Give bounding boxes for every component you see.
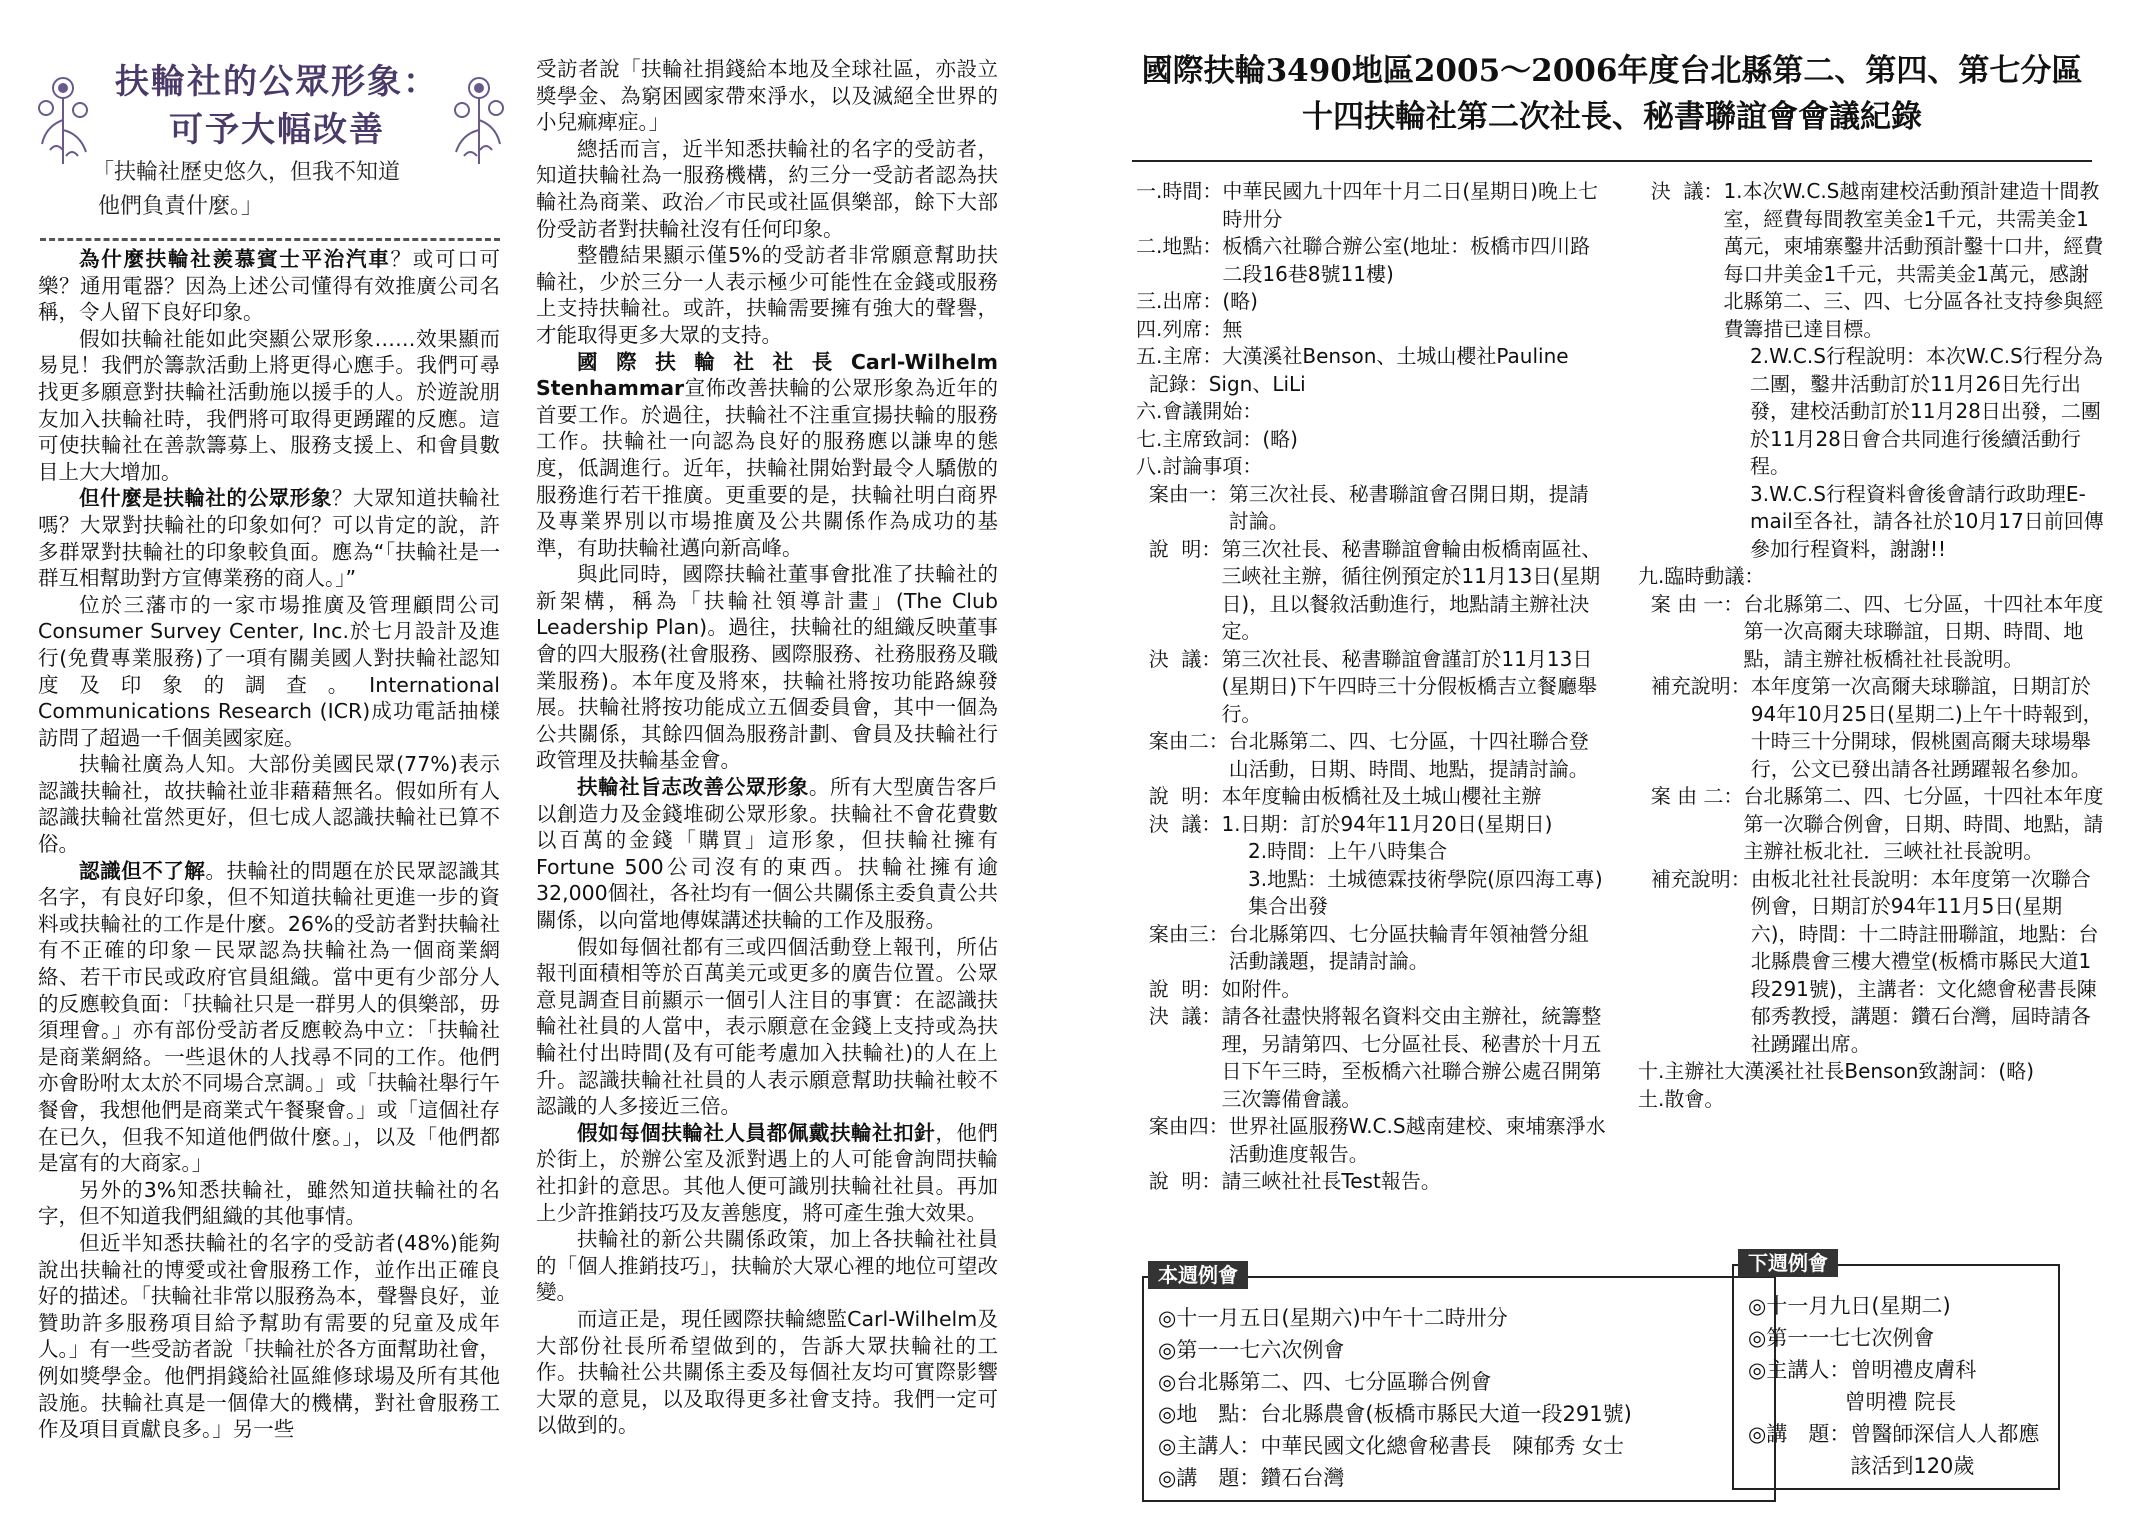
paragraph-text: ，他們於街上，於辦公室及派對遇上的人可能會詢問扶輪社扣針的意思。其他人便可識別扶輪社社員。再加上少許推銷技巧及友善態度，將可產生強大效果。 [536, 1120, 999, 1225]
item-value: 鑽石台灣 [1260, 1466, 1345, 1490]
item-label: ◎講 題： [1158, 1466, 1261, 1490]
item-label: 案由二： [1136, 729, 1229, 753]
item-value [1262, 398, 1606, 426]
paragraph-text: 總括而言，近半知悉扶輪社的名字的受訪者，知道扶輪社為一服務機構，約三分一受訪者認為扶輪社為商業、政治／市民或社區俱樂部，餘下大部份受訪者對扶輪社沒有任何印象。 [536, 136, 998, 241]
paragraph-text: ？或可口可樂？通用電器？因為上述公司懂得有效推廣公司名稱，令人留下良好印象。 [38, 247, 500, 325]
item-value: 無 [1222, 316, 1243, 341]
item-value: Sign、LiLi [1208, 371, 1306, 396]
item-value [1262, 453, 1606, 481]
minutes-item [1638, 178, 2104, 343]
minutes-item [1136, 343, 1606, 371]
article-paragraph [536, 136, 998, 242]
item-value [1491, 1366, 1764, 1398]
pull-quote-line-1: 「扶輪社歷史悠久，但我不知道 [92, 160, 401, 185]
item-label: 記錄： [1136, 371, 1209, 396]
title-divider [40, 238, 500, 241]
item-label: 十.主辦社大漢溪社社長Benson致謝詞： [1638, 1059, 1999, 1083]
item-label: ◎十一月五日(星期六)中午十二時卅分 [1158, 1306, 1508, 1330]
item-label: 案由四： [1136, 1114, 1229, 1138]
minutes-item [1136, 1003, 1606, 1113]
meeting-line [1158, 1366, 1764, 1398]
paragraph-text: 另外的3%知悉扶輪社，雖然知道扶輪社的名字，但不知道我們組織的其他事情。 [38, 1177, 500, 1229]
item-label: 說 明： [1136, 536, 1222, 561]
item-value: 本年度輪由板橋社及土城山櫻社主辦 [1221, 784, 1542, 808]
minutes-column-1 [1136, 178, 1606, 1196]
item-value: 1.本次W.C.S越南建校活動預計建造十間教室，經費每間教室美金1千元，共需美金1萬元，柬埔寨鑿井活動預計鑿十口井，經費每口井美金1千元，共需美金1萬元，感謝北縣第二、三、四、七分區各社支持參與經費籌措已達目標。 [1723, 179, 2104, 341]
minutes-title-line-1: 國際扶輪3490地區2005～2006年度台北縣第二、第四、第七分區 [1141, 53, 2083, 89]
item-label: ◎第一一七七次例會 [1748, 1326, 1935, 1350]
paragraph-text: 受訪者說「扶輪社捐錢給本地及全球社區，亦設立獎學金、為窮困國家帶來淨水，以及滅絕全世界的小兒痲痺症。」 [536, 57, 998, 135]
article-paragraph [38, 485, 500, 591]
next-week-meeting-box [1732, 1251, 2060, 1490]
minutes-item [1638, 1086, 2104, 1114]
item-label: 補充說明： [1638, 866, 1751, 891]
item-value: 2.W.C.S行程說明：本次W.C.S行程分為二團，鑿井活動訂於11月26日先行出發，建校活動訂於11月28日出發，二團於11月28日會合共同進行後續活動行程。 [1750, 344, 2103, 478]
item-label: ◎主講人： [1158, 1434, 1261, 1458]
minutes-item [1136, 288, 1606, 316]
item-value: (略) [1998, 1059, 2034, 1083]
item-label: 說 明： [1136, 976, 1222, 1001]
paragraph-text: 整體結果顯示僅5%的受訪者非常願意幫助扶輪社，少於三分一人表示極少可能性在金錢或服務上支持扶輪社。或許，扶輪需要擁有強大的聲譽，才能取得更多大眾的支持。 [536, 243, 998, 347]
meeting-line [1748, 1290, 2048, 1322]
item-label: 七.主席致詞： [1136, 426, 1263, 451]
item-value: 台北縣第四、七分區扶輪青年領袖營分組活動議題，提請討論。 [1228, 921, 1589, 973]
paragraph-lead-heading: 為什麼扶輪社羨慕賓士平治汽車 [79, 247, 391, 271]
pull-quote-line-2: 他們負責什麼。」 [98, 194, 264, 219]
article-title [72, 58, 482, 154]
item-label: 一.時間： [1136, 179, 1223, 203]
item-value: 請三峽社社長Test報告。 [1221, 1169, 1441, 1193]
article-paragraph [536, 242, 998, 348]
item-label: 六.會議開始： [1136, 399, 1263, 423]
minutes-item [1136, 646, 1606, 729]
paragraph-text: 位於三藩市的一家市場推廣及管理顧問公司 Consumer Survey Center, Inc.於七月設計及進行(免費專業服務)了一項有關美國人對扶輪社認知度及印象的調查。International Communications Research (ICR)成功電話抽樣訪問了超過一千個美國家庭。 [38, 592, 500, 750]
minutes-item [1136, 728, 1606, 783]
item-value: 大漢溪社Benson、土城山櫻社Pauline [1222, 344, 1569, 368]
minutes-item [1136, 976, 1606, 1004]
this-week-tag: 本週例會 [1148, 1261, 1248, 1289]
paragraph-lead-heading: 但什麼是扶輪社的公眾形象 [79, 486, 332, 511]
next-week-tag: 下週例會 [1738, 1249, 1838, 1277]
paragraph-lead-heading: 假如每個扶輪社人員都佩戴扶輪社扣針 [577, 1120, 936, 1145]
item-label: 四.列席： [1136, 316, 1223, 341]
article-pull-quote [92, 156, 492, 224]
item-label: 補充說明： [1638, 674, 1751, 698]
minutes-item [1638, 783, 2104, 866]
minutes-title [1132, 48, 2092, 140]
minutes-item [1136, 1168, 1606, 1196]
article-paragraph [536, 934, 998, 1120]
item-value: 中華民國九十四年十月二日(星期日)晚上七時卅分 [1222, 179, 1598, 231]
item-value [1508, 1302, 1764, 1334]
minutes-item [1136, 178, 1606, 233]
item-label [1638, 481, 1750, 564]
article-title-line-2: 可予大幅改善 [169, 110, 385, 150]
item-value: (略) [1262, 426, 1298, 451]
item-label: ◎台北縣第二、四、七分區聯合例會 [1158, 1370, 1492, 1394]
item-value [1724, 1086, 2104, 1114]
article-paragraph [38, 592, 500, 752]
item-label: 說 明： [1136, 1169, 1222, 1193]
item-value: (略) [1222, 289, 1258, 313]
article-title-line-1: 扶輪社的公眾形象： [115, 62, 439, 102]
article-paragraph [536, 774, 998, 934]
article-paragraph [38, 1177, 500, 1230]
paragraph-text: 假如扶輪社能如此突顯公眾形象……效果顯而易見！我們於籌款活動上將更得心應手。我們可尋找更多願意對扶輪社活動施以援手的人。於遊說朋友加入扶輪社時，我們將可取得更踴躍的反應。這可使扶輪社在善款籌募上、服務支援上、和會員數目上大大增加。 [38, 326, 500, 484]
item-value [1344, 1334, 1764, 1366]
minutes-item [1638, 1058, 2104, 1086]
item-label: 案 由 一： [1638, 591, 1744, 616]
paragraph-text: ？大眾知道扶輪社嗎？大眾對扶輪社的印象如何？可以肯定的說，許多群眾對扶輪社的印象較負面。應為“「扶輪社是一群互相幫助對方宣傳業務的商人。」” [38, 486, 501, 591]
item-label [1748, 1386, 1845, 1418]
minutes-item [1136, 866, 1606, 921]
minutes-item [1638, 563, 2104, 591]
item-value: 如附件。 [1221, 976, 1302, 1001]
article-paragraph [536, 1226, 998, 1306]
minutes-item [1136, 371, 1606, 399]
minutes-item [1136, 316, 1606, 344]
item-value: 本年度第一次高爾夫球聯誼，日期訂於94年10月25日(星期二)上午十時報到，十時三十分開球，假桃園高爾夫球場舉行，公文已發出請各社踴躍報名參加。 [1750, 674, 2103, 781]
minutes-item [1136, 398, 1606, 426]
next-week-lines [1748, 1290, 2048, 1482]
paragraph-lead-heading: 國際扶輪社社長Carl-Wilhelm Stenhammar [536, 349, 998, 401]
meeting-line [1748, 1322, 2048, 1354]
item-value: 1.日期：訂於94年11月20日(星期日) [1221, 811, 1553, 836]
item-value: 台北縣第二、四、七分區，十四社本年度第一次聯合例會，日期、時間、地點，請主辦社板北社．三峽社社長說明。 [1743, 784, 2104, 863]
article-paragraph [536, 1120, 998, 1226]
item-value: 3.地點：土城德霖技術學院(原四海工專)集合出發 [1248, 866, 1603, 918]
paragraph-text: 假如每個社都有三或四個活動登上報刊，所佔報刊面積相等於百萬美元或更多的廣告位置。公眾意見調查目前顯示一個引人注目的事實：在認識扶輪社社員的人當中，表示願意在金錢上支持或為扶輪社付出時間(及有可能考慮加入扶輪社)的人在上升。認識扶輪社社員的人表示願意幫助扶輪社較不認識的人多接近三倍。 [536, 934, 998, 1119]
item-value: 曾明禮 院長 [1844, 1390, 1957, 1414]
item-label: ◎十一月九日(星期二) [1748, 1294, 1951, 1318]
paragraph-text: 扶輪社廣為人知。大部份美國民眾(77%)表示認識扶輪社，故扶輪社並非藉藉無名。假如所有人認識扶輪社當然更好，但七成人認識扶輪社已算不俗。 [38, 752, 500, 857]
item-value [1951, 1290, 2048, 1322]
item-value: 曾醫師深信人人都應該活到120歲 [1850, 1422, 2040, 1478]
meeting-line [1158, 1430, 1764, 1462]
minutes-item [1136, 811, 1606, 839]
minutes-title-line-2: 十四扶輪社第二次社長、秘書聯誼會會議紀錄 [1302, 99, 1922, 135]
minutes-item [1638, 673, 2104, 783]
paragraph-text: 扶輪社的新公共關係政策，加上各扶輪社社員的「個人推銷技巧」，扶輪於大眾心裡的地位可望改變。 [536, 1227, 998, 1305]
item-label [1136, 838, 1248, 866]
item-value: 曾明禮皮膚科 [1850, 1358, 1977, 1382]
article-paragraph [38, 1230, 500, 1443]
paragraph-text: 。扶輪社的問題在於民眾認識其名字，有良好印象，但不知道扶輪社更進一步的資料或扶輪社的工作是什麼。26%的受訪者對扶輪社有不正確的印象－民眾認為扶輪社為一個商業網絡、若干市民或政府官員組織。當中更有少部分人的反應較負面：「扶輪社只是一群男人的俱樂部，毋須理會。」亦有部份受訪者反應較為中立：「扶輪社是商業網絡。一些退休的人找尋不同的工作。他們亦會盼咐太太於不同場合烹調。」或「扶輪社舉行午餐會，我想他們是商業式午餐聚會。」或「這個社存在已久，但我不知道他們做什麼。」，以及「他們都是富有的大商家。」 [38, 858, 501, 1176]
item-label: 決 議： [1136, 811, 1222, 836]
article-paragraph [38, 858, 500, 1177]
item-value: 第三次社長、秘書聯誼會召開日期，提請討論。 [1228, 481, 1589, 533]
paragraph-text: 。所有大型廣告客戶以創造力及金錢堆砌公眾形象。扶輪社不會花費數以百萬的金錢「購買」這形象，但扶輪社擁有Fortune 500公司沒有的東西。扶輪社擁有逾32,000個社，各社均有一個公共關係主委負責公共關係，以向當地傳媒講述扶輪的工作及服務。 [536, 775, 999, 932]
minutes-item [1136, 536, 1606, 646]
item-value: 世界社區服務W.C.S越南建校、柬埔寨淨水活動進度報告。 [1228, 1114, 1606, 1166]
item-label: 三.出席： [1136, 289, 1223, 313]
paragraph-text: 但近半知悉扶輪社的名字的受訪者(48%)能夠說出扶輪社的博愛或社會服務工作，並作出正確良好的描述。「扶輪社非常以服務為本，聲譽良好，並贊助許多服務項目給予幫助有需要的兒童及成年人。」有一些受訪者說「扶輪社於各方面幫助社會，例如獎學金。他們捐錢給社區維修球場及所有其他設施。扶輪社真是一個偉大的機構，對社會服務工作及項目貢獻良多。」另一些 [38, 1230, 500, 1442]
item-value: 台北縣第二、四、七分區，十四社聯合登山活動，日期、時間、地點，提請討論。 [1228, 729, 1589, 781]
item-label: ◎地 點： [1158, 1402, 1261, 1426]
right-page [1072, 0, 2144, 1536]
minutes-item [1136, 481, 1606, 536]
item-label: 案 由 二： [1638, 784, 1744, 808]
item-label: 八.討論事項： [1136, 454, 1263, 478]
this-week-meeting-box [1142, 1263, 1776, 1502]
article-column-2 [536, 56, 998, 1439]
article-paragraph [38, 751, 500, 857]
paragraph-text: 而這正是，現任國際扶輪總監Carl-Wilhelm及大部份社長所希望做到的，告訴大眾扶輪社的工作。扶輪社公共關係主委及每個社友均可實際影響大眾的意見，以及取得更多社會支持。我們一定可以做到的。 [536, 1306, 998, 1438]
meeting-line [1158, 1302, 1764, 1334]
meeting-line [1748, 1386, 2048, 1418]
item-label: 二.地點： [1136, 234, 1223, 258]
item-label: 決 議： [1638, 179, 1724, 203]
minutes-item [1638, 591, 2104, 674]
item-label: 決 議： [1136, 646, 1222, 671]
article-paragraph [536, 1306, 998, 1439]
minutes-item [1136, 783, 1606, 811]
minutes-item [1638, 481, 2104, 564]
item-value: 台北縣農會(板橋市縣民大道一段291號) [1260, 1402, 1632, 1426]
minutes-item [1638, 866, 2104, 1059]
item-label: ◎第一一七六次例會 [1158, 1338, 1345, 1362]
minutes-item [1638, 343, 2104, 481]
item-value: 由板北社社長說明：本年度第一次聯合例會，日期訂於94年11月5日(星期六)，時間：十二時註冊聯誼，地點：台北縣農會三樓大禮堂(板橋市縣民大道1段291號)，主講者：文化總會秘書長陳郁秀教授，講題：鑽石台灣，屆時請各社踴躍出席。 [1750, 866, 2099, 1056]
item-label: 案由一： [1136, 481, 1229, 506]
minutes-item [1136, 1113, 1606, 1168]
item-label [1638, 343, 1750, 481]
paragraph-text: 宣佈改善扶輪的公眾形象為近年的首要工作。於過往，扶輪社不注重宣揚扶輪的服務工作。扶輪社一向認為良好的服務應以謙卑的態度，低調進行。近年，扶輪社開始對最令人驕傲的服務進行若干推廣。更重要的是，扶輪社明白商界及專業界別以市場推廣及公共關係作為成功的基準，有助扶輪社邁向新高峰。 [536, 376, 998, 560]
minutes-column-2 [1638, 178, 2104, 1113]
this-week-lines [1158, 1302, 1764, 1494]
article-paragraph [536, 349, 998, 562]
item-label: 案由三： [1136, 921, 1229, 946]
item-value [1934, 1322, 2048, 1354]
item-label: 土.散會。 [1638, 1086, 1725, 1111]
item-value: 第三次社長、秘書聯誼會輪由板橋南區社、三峽社主辦，循往例預定於11月13日(星期日)，且以餐敘活動進行，地點請主辦社決定。 [1221, 536, 1602, 643]
article-paragraph [38, 326, 500, 486]
item-value [1764, 563, 2104, 591]
item-value: 台北縣第二、四、七分區，十四社本年度第一次高爾夫球聯誼，日期、時間、地點，請主辦社板橋社社長說明。 [1743, 591, 2104, 671]
item-value: 2.時間：上午八時集合 [1248, 839, 1448, 863]
article-column-1 [38, 246, 500, 1443]
minutes-item [1136, 838, 1606, 866]
item-value: 第三次社長、秘書聯誼會謹訂於11月13日(星期日)下午四時三十分假板橋吉立餐廳舉行。 [1221, 646, 1598, 726]
item-label: 九.臨時動議： [1638, 564, 1765, 588]
meeting-line [1158, 1334, 1764, 1366]
item-label [1136, 866, 1248, 921]
item-value: 中華民國文化總會秘書長 陳郁秀 女士 [1260, 1434, 1625, 1458]
paragraph-lead-heading: 認識但不了解 [79, 858, 206, 883]
article-paragraph [536, 561, 998, 774]
paragraph-lead-heading: 扶輪社旨志改善公眾形象 [577, 775, 809, 800]
minutes-item [1136, 453, 1606, 481]
item-label: 決 議： [1136, 1004, 1222, 1028]
paragraph-text: 與此同時，國際扶輪社董事會批准了扶輪社的新架構，稱為「扶輪社領導計畫」(The Club Leadership Plan)。過往，扶輪社的組織反映董事會的四大服務(社會服務、國際服務、社務服務及職業服務)。本年度及將來，扶輪社將按功能路線發展。扶輪社將按功能成立五個委員會，其中一個為公共關係，其餘四個為服務計劃、會員及扶輪社行政管理及扶輪基金會。 [536, 562, 998, 773]
article-paragraph [38, 246, 500, 326]
minutes-title-rule [1132, 160, 2092, 162]
item-value: 3.W.C.S行程資料會後會請行政助理E-mail至各社，請各社於10月17日前回傳參加行程資料，謝謝!! [1750, 481, 2104, 561]
meeting-line [1748, 1418, 2048, 1482]
minutes-item [1136, 426, 1606, 454]
item-value: 板橋六社聯合辦公室(地址：板橋市四川路二段16巷8號11樓) [1222, 234, 1591, 286]
minutes-item [1136, 921, 1606, 976]
article-paragraph [536, 56, 998, 136]
item-label: ◎講 題： [1748, 1422, 1851, 1446]
minutes-item [1136, 233, 1606, 288]
meeting-line [1158, 1398, 1764, 1430]
item-value: 請各社盡快將報名資料交由主辦社，統籌整理，另請第四、七分區社長、秘書於十月五日下午三時，至板橋六社聯合辦公處召開第三次籌備會議。 [1221, 1004, 1602, 1111]
meeting-line [1158, 1462, 1764, 1494]
item-label: ◎主講人： [1748, 1358, 1851, 1382]
item-label: 說 明： [1136, 784, 1222, 808]
item-label: 五.主席： [1136, 344, 1223, 368]
meeting-line [1748, 1354, 2048, 1386]
